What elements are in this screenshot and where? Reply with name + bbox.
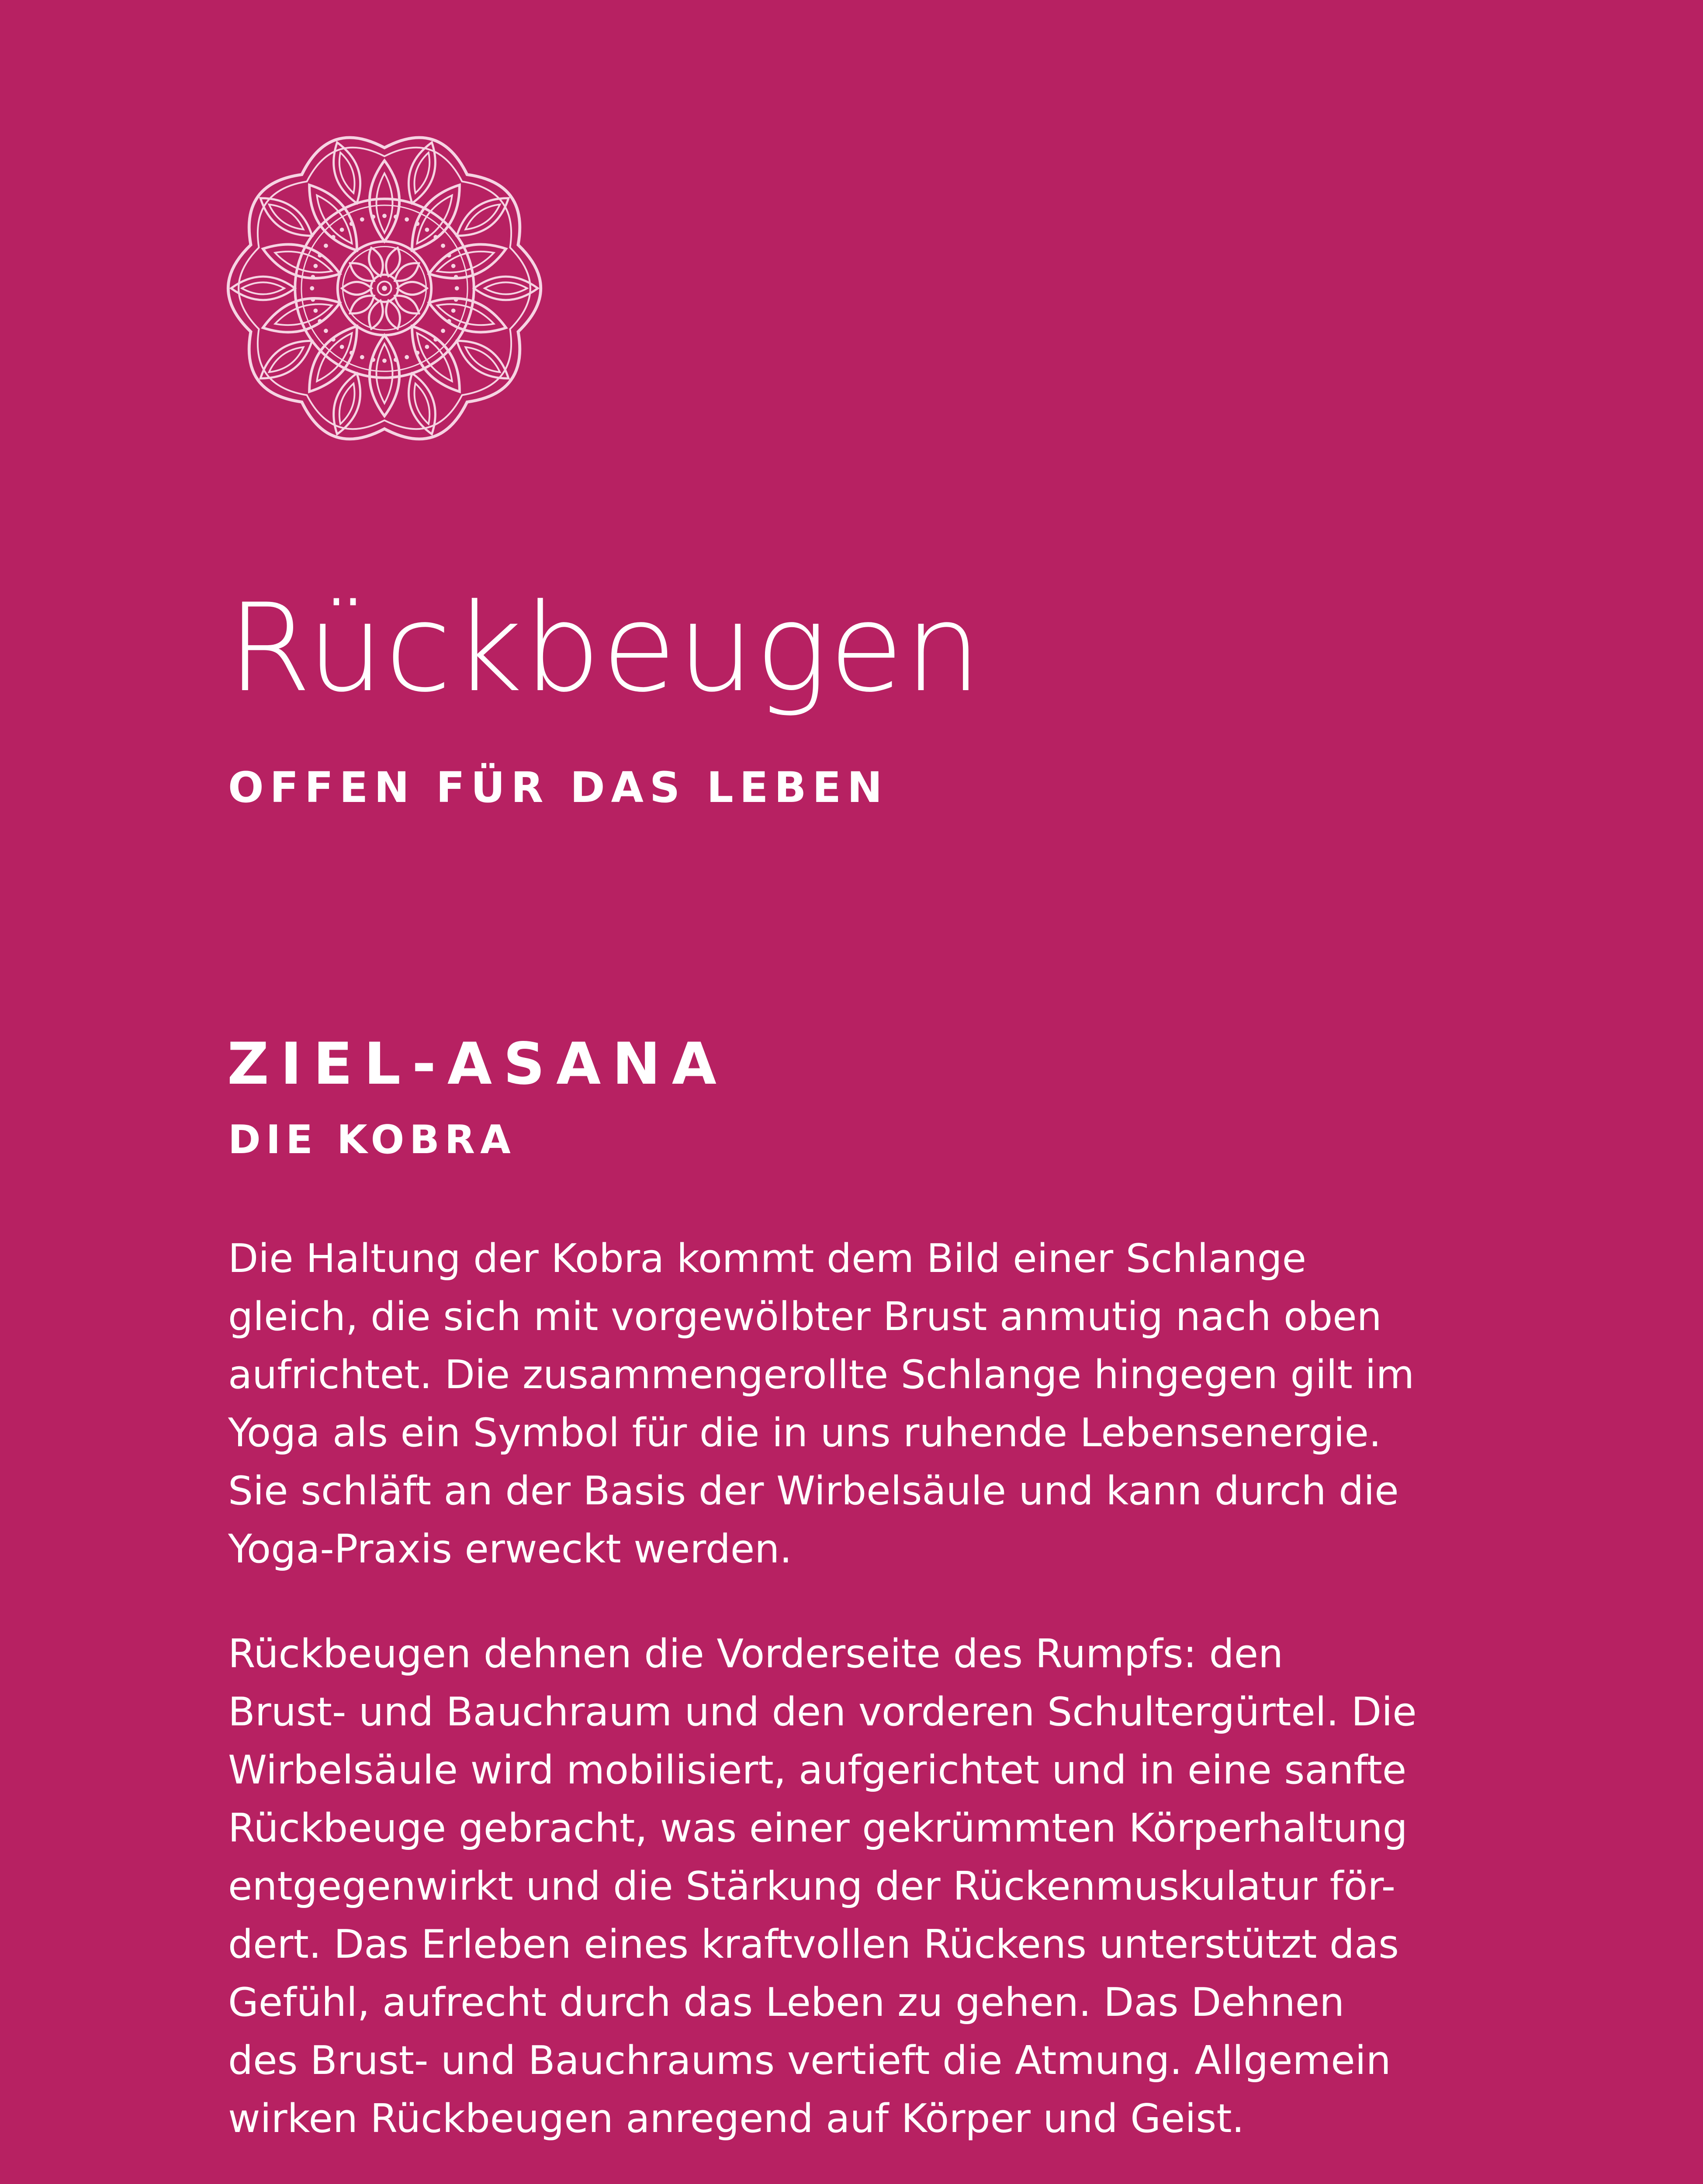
paragraph-line: Die Haltung der Kobra kommt dem Bild einer Schlange — [228, 1236, 1307, 1282]
paragraph-2 — [228, 1625, 1434, 2148]
paragraph-line: Gefühl, aufrecht durch das Leben zu gehen. Das Dehnen — [228, 1980, 1345, 2025]
paragraph-line: gleich, die sich mit vorgewölbter Brust anmutig nach oben — [228, 1294, 1382, 1340]
paragraph-line: aufrichtet. Die zusammengerollte Schlange hingegen gilt im — [228, 1352, 1415, 1398]
mandala-graphic — [214, 118, 555, 459]
paragraph-line: Sie schläft an der Basis der Wirbelsäule und kann durch die — [228, 1468, 1399, 1514]
paragraph-line: Wirbelsäule wird mobilisiert, aufgerichtet und in eine sanfte — [228, 1747, 1407, 1793]
paragraph-line: entgegenwirkt und die Stärkung der Rückenmuskulatur för- — [228, 1863, 1396, 1909]
mandala-icon — [214, 118, 555, 459]
page-subtitle: OFFEN FÜR DAS LEBEN — [228, 763, 889, 812]
paragraph-line: Yoga-Praxis erweckt werden. — [228, 1526, 792, 1572]
paragraph-line: Rückbeuge gebracht, was einer gekrümmten Körperhaltung — [228, 1805, 1408, 1851]
section-subheading: DIE KOBRA — [228, 1117, 516, 1163]
section-heading: ZIEL-ASANA — [227, 1030, 728, 1098]
paragraph-line: Yoga als ein Symbol für die in uns ruhende Lebensenergie. — [228, 1410, 1381, 1456]
paragraph-line: wirken Rückbeugen anregend auf Körper und Geist. — [228, 2096, 1245, 2142]
paragraph-line: des Brust- und Bauchraums vertieft die Atmung. Allgemein — [228, 2038, 1391, 2084]
paragraph-line: dert. Das Erleben eines kraftvollen Rückens unterstützt das — [228, 1921, 1399, 1967]
page-title: Rückbeugen — [227, 577, 983, 719]
paragraph-line: Brust- und Bauchraum und den vorderen Schultergürtel. Die — [228, 1689, 1417, 1735]
paragraph-line: Rückbeugen dehnen die Vorderseite des Rumpfs: den — [228, 1631, 1284, 1677]
paragraph-1 — [228, 1230, 1434, 1578]
